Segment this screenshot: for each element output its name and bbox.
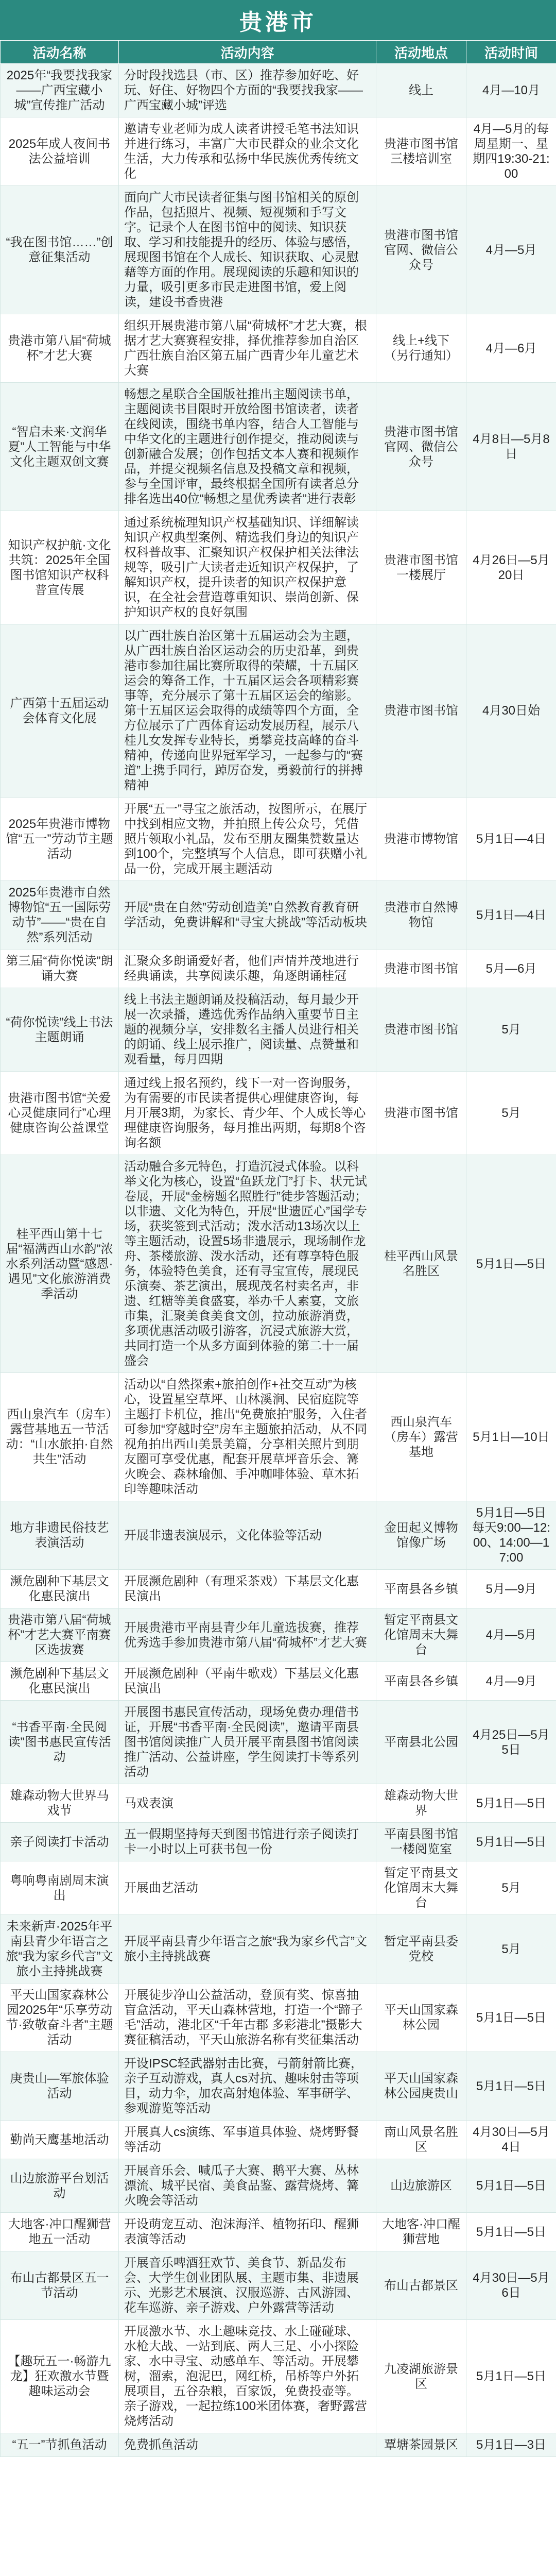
activity-time-cell: 5月1日—5日: [466, 2052, 556, 2121]
activity-location-cell: 覃塘茶园景区: [376, 2433, 466, 2457]
activity-location-cell: 贵港市图书馆: [376, 988, 466, 1072]
activity-location-cell: 贵港市图书馆官网、微信公众号: [376, 383, 466, 511]
activity-location-cell: 贵港市博物馆: [376, 798, 466, 881]
activity-name-cell: 2025年贵港市博物馆“五一”劳动节主题活动: [1, 798, 119, 881]
table-row: [1, 1072, 556, 1155]
table-row: [1, 1823, 556, 1861]
activity-time-cell: 4月30日—5月6日: [466, 2251, 556, 2320]
activity-location-cell: 平南县各乡镇: [376, 1570, 466, 1608]
page-title: 贵港市: [0, 0, 556, 40]
table-row: [1, 2121, 556, 2159]
activity-content-cell: 活动融合多元特色，打造沉浸式体验。以科举文化为核心，设置“鱼跃龙门”打卡、状元试卷展，开展“金榜题名照胜行”徒步答题活动；以非遗、文化为特色，开展“世遗匠心”国学专场，获奖签到式活动；泼水活动13场次以上等主题活动，设置5场非遗展示，现场制作龙舟、茶楼旅游、泼水活动，还有尊享特色服务，体验特色美食，还有寻宝宣传，展现民乐演奏、茶艺演出，展现茂名村卖名声，非遗、红糖等美食盛宴，举办千人素宴，文旅市集，汇聚美食美食文创，拉动旅游消费，多项优惠活动吸引游客，沉浸式旅游大赏，共同打造一个从多方面到体验的第二十一届盛会: [119, 1155, 376, 1373]
table-row: [1, 2251, 556, 2320]
activity-content-cell: 开展贵港市平南县青少年儿童选拔赛，推荐优秀选手参加贵港市第八届“荷城杯”才艺大赛: [119, 1608, 376, 1662]
activity-content-cell: 开展音乐啤酒狂欢节、美食节、新品发布会、大学生创业团队展、主题市集、非遗展示、光影艺术展演、汉服巡游、古风游园、花车巡游、亲子游戏、户外露营等活动: [119, 2251, 376, 2320]
activity-time-cell: 5月: [466, 1915, 556, 1984]
activity-time-cell: 4月25日—5月5日: [466, 1701, 556, 1784]
activity-content-cell: 开展非遗表演展示，文化体验等活动: [119, 1501, 376, 1570]
activity-time-cell: 5月1日—5日: [466, 1823, 556, 1861]
activity-time-cell: 5月1日—5日: [466, 2320, 556, 2433]
table-row: [1, 117, 556, 186]
table-row: [1, 1662, 556, 1701]
activity-time-cell: 5月1日—10日: [466, 1373, 556, 1501]
table-row: [1, 186, 556, 314]
activity-content-cell: 汇聚众多朗诵爱好者，他们声情并茂地进行经典诵读，共享阅读乐趣，角逐朗诵桂冠: [119, 950, 376, 988]
table-body: [1, 64, 556, 2457]
activity-name-cell: 西山泉汽车（房车）露营基地五一节活动：“山水旅拍·自然共生”活动: [1, 1373, 119, 1501]
activity-location-cell: 金田起义博物馆像广场: [376, 1501, 466, 1570]
activity-name-cell: 山边旅游平台划活动: [1, 2159, 119, 2213]
activity-location-cell: 线上+线下（另行通知）: [376, 314, 466, 383]
activity-location-cell: 九凌湖旅游景区: [376, 2320, 466, 2433]
table-row: [1, 624, 556, 798]
activity-time-cell: 4月—5月: [466, 186, 556, 314]
table-row: [1, 2213, 556, 2251]
activity-content-cell: 线上书法主题朗诵及投稿活动，每月最少开展一次录播，遴选优秀作品纳入重要节日主题的视频分享，安排数名主播人员进行相关的朗诵、线上展示推广，阅读量、点赞量和观看量，每月四期: [119, 988, 376, 1072]
activity-time-cell: 4月—5月的每周星期一、星期四19:30-21:00: [466, 117, 556, 186]
header-activity-content: 活动内容: [119, 41, 376, 64]
activity-location-cell: 雄森动物大世界: [376, 1784, 466, 1823]
activity-content-cell: 免费抓鱼活动: [119, 2433, 376, 2457]
activity-location-cell: 桂平西山风景名胜区: [376, 1155, 466, 1373]
activity-name-cell: 濒危剧种下基层文化惠民演出: [1, 1662, 119, 1701]
activity-content-cell: 马戏表演: [119, 1784, 376, 1823]
activity-location-cell: 贵港市图书馆一楼展厅: [376, 511, 466, 624]
activity-content-cell: 以广西壮族自治区第十五届运动会为主题，从广西壮族自治区运动会的历史沿革，到贵港市参加往届比赛所取得的荣耀，十五届区运会的筹备工作，十五届区运会各项精彩赛事等，充分展示了第十五届区运会的缩影。第十五届区运会取得的成绩等四个方面，全方位展示了广西体育运动发展历程，展示八桂儿女发挥专业特长，勇攀竞技高峰的奋斗精神，传递向世界冠军学习，一起参与的“赛道”上携手同行，踔厉奋发，勇毅前行的拼搏精神: [119, 624, 376, 798]
activity-location-cell: 西山泉汽车（房车）露营基地: [376, 1373, 466, 1501]
activity-location-cell: 暂定平南县委党校: [376, 1915, 466, 1984]
activity-location-cell: 平南县北公园: [376, 1701, 466, 1784]
activity-location-cell: 贵港市图书馆: [376, 1072, 466, 1155]
table-header: [1, 41, 556, 64]
table-row: [1, 1861, 556, 1915]
activity-time-cell: 4月30日—5月4日: [466, 2121, 556, 2159]
activity-time-cell: 5月—9月: [466, 1570, 556, 1608]
activity-location-cell: 暂定平南县文化馆周末大舞台: [376, 1608, 466, 1662]
activity-content-cell: 开展“五一”寻宝之旅活动，按图所示，在展厅中找到相应文物，并拍照上传公众号，凭借照片领取小礼品，发布至朋友圈集赞数量达到100个，完整填写个人信息，即可获赠小礼品一份，完成开展主题活动: [119, 798, 376, 881]
activity-content-cell: 畅想之星联合全国版社推出主题阅读书单，主题阅读书目限时开放给图书馆读者，读者在线阅读，围绕书单内容，结合人工智能与中华文化的主题进行创作提交，推动阅读与创新融合发展；创作包括文本人赛和视频作品，并提交视频名信息及投稿文章和视频，参与全国评审，最终根据全国所有读者总分排名选出40位“畅想之星优秀读者”进行表彰: [119, 383, 376, 511]
activity-time-cell: 5月1日—5日: [466, 1784, 556, 1823]
activity-name-cell: 第三届“荷你悦读”朗诵大赛: [1, 950, 119, 988]
activity-location-cell: 暂定平南县文化馆周末大舞台: [376, 1861, 466, 1915]
activity-time-cell: 4月8日—5月8日: [466, 383, 556, 511]
table-row: [1, 881, 556, 950]
activity-name-cell: 布山古都景区五一节活动: [1, 2251, 119, 2320]
activity-time-cell: 4月—10月: [466, 64, 556, 117]
activity-time-cell: 5月1日—5日: [466, 2213, 556, 2251]
activity-name-cell: 桂平西山第十七届“福满西山水韵”浓水系列活动暨“感恩·遇见”文化旅游消费季活动: [1, 1155, 119, 1373]
activity-content-cell: 开展图书惠民宣传活动，现场免费办理借书证，开展“书香平南·全民阅读”，邀请平南县图书馆阅读推广人员开展平南县图书馆阅读推广活动、公益讲座，学生阅读打卡等系列活动: [119, 1701, 376, 1784]
activity-name-cell: 庚贵山—军旅体验活动: [1, 2052, 119, 2121]
activity-name-cell: 濒危剧种下基层文化惠民演出: [1, 1570, 119, 1608]
activity-content-cell: 开展“贵在自然”劳动创造美”自然教育教育研学活动，免费讲解和“寻宝大挑战”等活动板块: [119, 881, 376, 950]
table-row: [1, 1608, 556, 1662]
header-activity-time: 活动时间: [466, 41, 556, 64]
table-row: [1, 988, 556, 1072]
activity-name-cell: 2025年贵港市自然博物馆“五一国际劳动节”——“贵在自然”系列活动: [1, 881, 119, 950]
activity-name-cell: “书香平南·全民阅读”图书惠民宣传活动: [1, 1701, 119, 1784]
activity-name-cell: 2025年“我要找我家——广西宝藏小城”宣传推广活动: [1, 64, 119, 117]
activity-location-cell: 布山古都景区: [376, 2251, 466, 2320]
table-row: [1, 2052, 556, 2121]
activity-content-cell: 开展曲艺活动: [119, 1861, 376, 1915]
table-row: [1, 64, 556, 117]
activity-location-cell: 贵港市图书馆三楼培训室: [376, 117, 466, 186]
activity-name-cell: 贵港市图书馆“关爱心灵健康同行”心理健康咨询公益课堂: [1, 1072, 119, 1155]
header-activity-location: 活动地点: [376, 41, 466, 64]
activity-location-cell: 平天山国家森林公园庚贵山: [376, 2052, 466, 2121]
activity-time-cell: 5月1日—5日每天9:00—12:00、14:00—17:00: [466, 1501, 556, 1570]
activity-name-cell: “我在图书馆……”创意征集活动: [1, 186, 119, 314]
activity-location-cell: 贵港市图书馆: [376, 950, 466, 988]
activity-time-cell: 4月26日—5月20日: [466, 511, 556, 624]
activity-content-cell: 五一假期坚持每天到图书馆进行亲子阅读打卡一小时以上可获书包一份: [119, 1823, 376, 1861]
activity-name-cell: 贵港市第八届“荷城杯”才艺大赛平南赛区选拔赛: [1, 1608, 119, 1662]
activity-location-cell: 大地客·冲口醒狮营地: [376, 2213, 466, 2251]
activity-content-cell: 开展徒步净山公益活动，登顶有奖、惊喜抽盲盒活动，平天山森林营地，打造一个“蹄子毛”活动，港北区“千年古郡 多彩港北”摄影大赛征稿活动，平天山旅游名称有奖征集活动: [119, 1984, 376, 2052]
activity-time-cell: 4月30日始: [466, 624, 556, 798]
activity-time-cell: 5月1日—4日: [466, 881, 556, 950]
activity-name-cell: 未来新声·2025年平南县青少年语言之旅“我为家乡代言”文旅小主持挑战赛: [1, 1915, 119, 1984]
activity-name-cell: 大地客·冲口醒狮营地五一活动: [1, 2213, 119, 2251]
activity-content-cell: 开展平南县青少年语言之旅“我为家乡代言”文旅小主持挑战赛: [119, 1915, 376, 1984]
activity-content-cell: 开展濒危剧种（平南牛歌戏）下基层文化惠民演出: [119, 1662, 376, 1701]
activity-time-cell: 4月—5月: [466, 1608, 556, 1662]
table-row: [1, 1915, 556, 1984]
activity-location-cell: 南山风景名胜区: [376, 2121, 466, 2159]
activity-time-cell: 4月—9月: [466, 1662, 556, 1701]
activity-content-cell: 通过系统梳理知识产权基础知识、详细解读知识产权典型案例、精选我们身边的知识产权科普故事、汇聚知识产权保护相关法律法规等，吸引广大读者走近知识产权保护，了解知识产权，提升读者的知识产权保护意识，在全社会营造尊重知识、崇尚创新、保护知识产权的良好氛围: [119, 511, 376, 624]
table-header-row: [1, 41, 556, 64]
activity-time-cell: 5月1日—5日: [466, 1155, 556, 1373]
table-row: [1, 314, 556, 383]
activity-time-cell: 4月—6月: [466, 314, 556, 383]
activity-time-cell: 5月1日—5日: [466, 2159, 556, 2213]
activity-time-cell: 5月: [466, 988, 556, 1072]
table-row: [1, 1784, 556, 1823]
table-row: [1, 2159, 556, 2213]
activity-name-cell: 知识产权护航·文化共筑：2025年全国图书馆知识产权科普宣传展: [1, 511, 119, 624]
activity-name-cell: 勤尚天鹰基地活动: [1, 2121, 119, 2159]
table-row: [1, 511, 556, 624]
activity-content-cell: 分时段找选县（市、区）推荐参加好吃、好玩、好住、好物四个方面的“我要找我家——广西宝藏小城”评选: [119, 64, 376, 117]
activity-location-cell: 平天山国家森林公园: [376, 1984, 466, 2052]
activity-name-cell: 广西第十五届运动会体育文化展: [1, 624, 119, 798]
activity-name-cell: “荷你悦读”线上书法主题朗诵: [1, 988, 119, 1072]
activity-content-cell: 开设IPSC轻武器射击比赛，弓箭射箭比赛，亲子互动游戏，真人cs对抗、趣味射击等项目，动力伞，加农高射炮体验、军事研学、参观游览等活动: [119, 2052, 376, 2121]
table-row: [1, 1501, 556, 1570]
activity-content-cell: 活动以“自然探索+旅拍创作+社交互动”为核心，设置星空草坪、山林溪涧、民宿庭院等主题打卡机位，推出“免费旅拍”服务，入住者可参加“穿越时空”房车主题旅拍活动，从不同视角拍出西山美景美篇，分享相关照片到朋友圈可享受优惠，配套开展草坪音乐会、篝火晚会、森林瑜伽、手冲咖啡体验、草木拓印等趣味活动: [119, 1373, 376, 1501]
activity-content-cell: 开展激水节、水上趣味竞技、水上碰碰球、水枪大战、一站到底、两人三足、小小探险家、水中寻宝、动感单车、等活动。开展攀树，溜索，泡泥巴，网红桥，吊桥等户外拓展项目，五谷杂粮，百家饭，免费投壶等。亲子游戏，一起拉练100米团体赛，奢野露营烧烤活动: [119, 2320, 376, 2433]
activity-name-cell: 【趣玩五一·畅游九龙】狂欢激水节暨趣味运动会: [1, 2320, 119, 2433]
events-table: [0, 40, 556, 2457]
activity-location-cell: 平南县各乡镇: [376, 1662, 466, 1701]
activity-name-cell: 贵港市第八届“荷城杯”才艺大赛: [1, 314, 119, 383]
activity-location-cell: 平南县图书馆一楼阅览室: [376, 1823, 466, 1861]
table-row: [1, 1373, 556, 1501]
activity-name-cell: 平天山国家森林公园2025年“乐享劳动节·致敬奋斗者”主题活动: [1, 1984, 119, 2052]
activity-time-cell: 5月—6月: [466, 950, 556, 988]
table-row: [1, 1570, 556, 1608]
activity-name-cell: 地方非遗民俗技艺表演活动: [1, 1501, 119, 1570]
table-row: [1, 2433, 556, 2457]
activity-location-cell: 贵港市图书馆官网、微信公众号: [376, 186, 466, 314]
activity-time-cell: 5月1日—4日: [466, 798, 556, 881]
table-row: [1, 2320, 556, 2433]
activity-content-cell: 面向广大市民读者征集与图书馆相关的原创作品，包括照片、视频、短视频和手写文字。记录个人在图书馆中的阅读、知识获取、学习和技能提升的经历、体验与感悟，展现图书馆在个人成长、知识获取、心灵慰藉等方面的作用。展现阅读的乐趣和知识的力量，吸引更多市民走进图书馆，爱上阅读，建设书香贵港: [119, 186, 376, 314]
activity-content-cell: 开展音乐会、喊瓜子大赛、鹅平大赛、丛林漂流、城平民宿、美食品鉴、露营烧烤、篝火晚会等活动: [119, 2159, 376, 2213]
activity-time-cell: 5月: [466, 1861, 556, 1915]
activity-content-cell: 开设萌宠互动、泡沫海洋、植物拓印、醒狮表演等活动: [119, 2213, 376, 2251]
activity-name-cell: “五一”节抓鱼活动: [1, 2433, 119, 2457]
table-row: [1, 383, 556, 511]
table-row: [1, 798, 556, 881]
table-row: [1, 1701, 556, 1784]
activity-content-cell: 组织开展贵港市第八届“荷城杯”才艺大赛，根据才艺大赛赛程安排，择优推荐参加自治区广西壮族自治区第五届广西青少年儿童艺术大赛: [119, 314, 376, 383]
activity-time-cell: 5月1日—3日: [466, 2433, 556, 2457]
activity-location-cell: 贵港市图书馆: [376, 624, 466, 798]
activity-name-cell: 2025年成人夜间书法公益培训: [1, 117, 119, 186]
activity-content-cell: 开展真人cs演练、军事道具体验、烧烤野餐等活动: [119, 2121, 376, 2159]
activity-content-cell: 通过线上报名预约，线下一对一咨询服务，为有需要的市民读者提供心理健康咨询，每月开展3期，为家长、青少年、个人成长等心理健康咨询服务，每月推出两期，每期8个咨询名额: [119, 1072, 376, 1155]
table-row: [1, 1984, 556, 2052]
activity-content-cell: 开展濒危剧种（有理采茶戏）下基层文化惠民演出: [119, 1570, 376, 1608]
activity-name-cell: “智启未来·文润华夏”人工智能与中华文化主题双创文赛: [1, 383, 119, 511]
activity-name-cell: 粤响粤南剧周末演出: [1, 1861, 119, 1915]
table-row: [1, 1155, 556, 1373]
activity-content-cell: 邀请专业老师为成人读者讲授毛笔书法知识并进行练习，丰富广大市民群众的业余文化生活，大力传承和弘扬中华民族优秀传统文化: [119, 117, 376, 186]
activity-time-cell: 5月1日—5日: [466, 1984, 556, 2052]
activity-time-cell: 5月: [466, 1072, 556, 1155]
activity-location-cell: 线上: [376, 64, 466, 117]
activity-location-cell: 贵港市自然博物馆: [376, 881, 466, 950]
table-row: [1, 950, 556, 988]
header-activity-name: 活动名称: [1, 41, 119, 64]
activity-name-cell: 雄森动物大世界马戏节: [1, 1784, 119, 1823]
activity-location-cell: 山边旅游区: [376, 2159, 466, 2213]
activity-name-cell: 亲子阅读打卡活动: [1, 1823, 119, 1861]
